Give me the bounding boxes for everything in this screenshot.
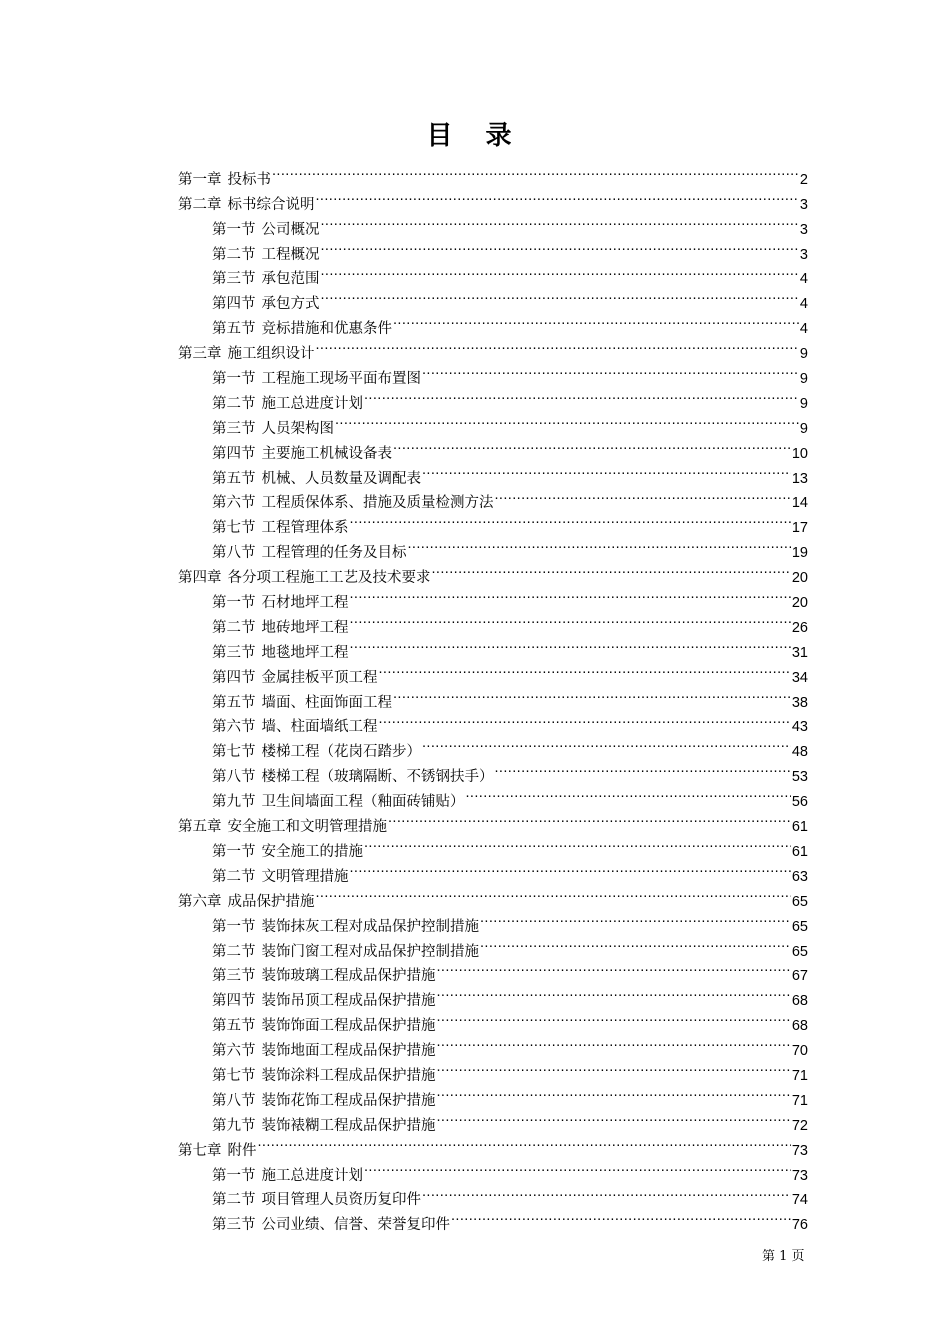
toc-entry-number: 第二章 xyxy=(178,196,222,213)
toc-entry-number: 第五节 xyxy=(212,694,256,711)
dot-leader xyxy=(350,632,791,657)
dot-leader xyxy=(422,358,799,383)
toc-entry-number: 第九节 xyxy=(212,794,256,811)
toc-entry-page: 65 xyxy=(791,918,808,935)
toc-entry-page: 14 xyxy=(791,495,808,512)
toc-entry-page: 76 xyxy=(791,1217,808,1234)
toc-entry-label: 装饰涂料工程成品保护措施 xyxy=(261,1067,436,1084)
toc-entry-number: 第七节 xyxy=(212,744,256,761)
toc-entry-label: 投标书 xyxy=(227,171,271,188)
toc-entry-page: 4 xyxy=(799,271,808,288)
toc-entry-page: 43 xyxy=(791,719,808,736)
toc-entry-number: 第二节 xyxy=(212,943,256,960)
toc-entry-page: 13 xyxy=(791,470,808,487)
toc-entry-page: 17 xyxy=(791,520,808,537)
toc-entry-number: 第五节 xyxy=(212,1018,256,1035)
toc-entry-page: 67 xyxy=(791,968,808,985)
dot-leader xyxy=(466,781,791,806)
toc-entry-number: 第七章 xyxy=(178,1142,222,1159)
toc-entry-number: 第二节 xyxy=(212,395,256,412)
toc-chapter-entry[interactable] xyxy=(178,184,808,213)
toc-entry-label: 墙、柱面墙纸工程 xyxy=(261,719,378,736)
toc-entry-number: 第六节 xyxy=(212,1043,256,1060)
toc-chapter-entry[interactable] xyxy=(178,159,808,188)
page-title: 目 录 xyxy=(426,121,524,151)
toc-entry-label: 成品保护措施 xyxy=(227,893,315,910)
toc-entry-label: 项目管理人员资历复印件 xyxy=(261,1192,421,1209)
toc-entry-number: 第一节 xyxy=(212,595,256,612)
toc-entry-number: 第六节 xyxy=(212,495,256,512)
toc-entry-label: 装饰玻璃工程成品保护措施 xyxy=(261,968,436,985)
toc-entry-page: 73 xyxy=(791,1142,808,1159)
toc-entry-label: 装饰裱糊工程成品保护措施 xyxy=(261,1117,436,1134)
toc-entry-number: 第三节 xyxy=(212,420,256,437)
toc-entry-label: 工程施工现场平面布置图 xyxy=(261,371,421,388)
toc-entry-number: 第九节 xyxy=(212,1117,256,1134)
dot-leader xyxy=(316,881,791,906)
toc-entry-page: 70 xyxy=(791,1043,808,1060)
toc-entry-number: 第四节 xyxy=(212,296,256,313)
toc-entry-page: 65 xyxy=(791,893,808,910)
dot-leader xyxy=(422,1180,791,1205)
toc-entry-page: 9 xyxy=(799,346,808,363)
toc-entry-page: 61 xyxy=(791,819,808,836)
toc-entry-page: 68 xyxy=(791,1018,808,1035)
toc-entry-number: 第八节 xyxy=(212,545,256,562)
dot-leader xyxy=(437,1005,791,1030)
dot-leader xyxy=(335,408,799,433)
dot-leader xyxy=(321,209,799,234)
dot-leader xyxy=(258,1130,791,1155)
toc-entry-number: 第一节 xyxy=(212,221,256,238)
dot-leader xyxy=(350,507,791,532)
toc-entry-page: 71 xyxy=(791,1092,808,1109)
toc-entry-label: 各分项工程施工工艺及技术要求 xyxy=(227,570,431,587)
dot-leader xyxy=(393,308,799,333)
toc-entry-number: 第六章 xyxy=(178,893,222,910)
toc-entry-number: 第三节 xyxy=(212,1217,256,1234)
toc-entry-page: 4 xyxy=(799,296,808,313)
dot-leader xyxy=(480,931,791,956)
toc-entry-label: 工程管理的任务及目标 xyxy=(261,545,407,562)
page-number-footer: 第 1 页 xyxy=(762,1249,805,1264)
dot-leader xyxy=(422,731,791,756)
dot-leader xyxy=(379,657,791,682)
toc-entry-page: 74 xyxy=(791,1192,808,1209)
toc-entry-label: 安全施工和文明管理措施 xyxy=(227,819,387,836)
toc-entry-label: 楼梯工程（花岗石踏步） xyxy=(261,744,421,761)
dot-leader xyxy=(350,856,791,881)
toc-entry-label: 地砖地坪工程 xyxy=(261,619,349,636)
toc-entry-number: 第三节 xyxy=(212,271,256,288)
dot-leader xyxy=(364,831,791,856)
dot-leader xyxy=(316,333,799,358)
toc-entry-label: 附件 xyxy=(227,1142,257,1159)
dot-leader xyxy=(321,283,799,308)
toc-entry-label: 装饰地面工程成品保护措施 xyxy=(261,1043,436,1060)
toc-entry-page: 4 xyxy=(799,321,808,338)
toc-entry-page: 68 xyxy=(791,993,808,1010)
dot-leader xyxy=(432,557,791,582)
toc-entry-label: 竞标措施和优惠条件 xyxy=(261,321,392,338)
toc-entry-page: 10 xyxy=(791,445,808,462)
toc-entry-label: 石材地坪工程 xyxy=(261,595,349,612)
dot-leader xyxy=(437,956,791,981)
dot-leader xyxy=(393,433,791,458)
dot-leader xyxy=(437,980,791,1005)
toc-entry-page: 3 xyxy=(799,221,808,238)
toc-entry-page: 38 xyxy=(791,694,808,711)
toc-entry-page: 3 xyxy=(799,246,808,263)
toc-entry-page: 19 xyxy=(791,545,808,562)
toc-entry-page: 31 xyxy=(791,644,808,661)
dot-leader xyxy=(495,756,791,781)
toc-entry-number: 第八节 xyxy=(212,769,256,786)
toc-entry-label: 装饰饰面工程成品保护措施 xyxy=(261,1018,436,1035)
toc-entry-label: 金属挂板平顶工程 xyxy=(261,669,378,686)
toc-entry-label: 工程质保体系、措施及质量检测方法 xyxy=(261,495,494,512)
toc-entry-label: 装饰抹灰工程对成品保护控制措施 xyxy=(261,918,479,935)
toc-entry-label: 承包范围 xyxy=(261,271,320,288)
toc-entry-number: 第四节 xyxy=(212,445,256,462)
dot-leader xyxy=(437,1030,791,1055)
toc-entry-label: 人员架构图 xyxy=(261,420,334,437)
toc-entry-number: 第一章 xyxy=(178,171,222,188)
dot-leader xyxy=(316,184,799,209)
toc-entry-page: 63 xyxy=(791,868,808,885)
toc-entry-page: 48 xyxy=(791,744,808,761)
toc-entry-page: 9 xyxy=(799,395,808,412)
toc-entry-label: 工程管理体系 xyxy=(261,520,349,537)
toc-entry-page: 26 xyxy=(791,619,808,636)
dot-leader xyxy=(388,806,791,831)
toc-entry-label: 装饰花饰工程成品保护措施 xyxy=(261,1092,436,1109)
toc-entry-page: 9 xyxy=(799,420,808,437)
toc-entry-label: 施工总进度计划 xyxy=(261,1167,363,1184)
toc-entry-label: 墙面、柱面饰面工程 xyxy=(261,694,392,711)
toc-entry-page: 53 xyxy=(791,769,808,786)
dot-leader xyxy=(451,1204,791,1229)
toc-entry-label: 地毯地坪工程 xyxy=(261,644,349,661)
toc-entry-number: 第三节 xyxy=(212,644,256,661)
dot-leader xyxy=(364,1155,791,1180)
dot-leader xyxy=(350,582,791,607)
toc-entry-page: 56 xyxy=(791,794,808,811)
dot-leader xyxy=(321,259,799,284)
dot-leader xyxy=(408,532,791,557)
toc-entry-number: 第六节 xyxy=(212,719,256,736)
dot-leader xyxy=(495,483,791,508)
toc-entry-number: 第二节 xyxy=(212,619,256,636)
toc-entry-number: 第一节 xyxy=(212,1167,256,1184)
toc-entry-label: 工程概况 xyxy=(261,246,320,263)
toc-entry-label: 施工组织设计 xyxy=(227,346,315,363)
toc-entry-label: 安全施工的措施 xyxy=(261,843,363,860)
toc-entry-page: 9 xyxy=(799,371,808,388)
toc-entry-page: 2 xyxy=(799,171,808,188)
toc-entry-label: 施工总进度计划 xyxy=(261,395,363,412)
toc-entry-number: 第二节 xyxy=(212,246,256,263)
toc-entry-number: 第八节 xyxy=(212,1092,256,1109)
toc-entry-page: 65 xyxy=(791,943,808,960)
dot-leader xyxy=(480,906,791,931)
toc-entry-label: 装饰吊顶工程成品保护措施 xyxy=(261,993,436,1010)
toc-entry-page: 72 xyxy=(791,1117,808,1134)
toc-entry-number: 第四章 xyxy=(178,570,222,587)
toc-entry-number: 第一节 xyxy=(212,843,256,860)
toc-entry-number: 第三节 xyxy=(212,968,256,985)
dot-leader xyxy=(437,1105,791,1130)
dot-leader xyxy=(422,458,791,483)
toc-section-entry[interactable] xyxy=(178,1155,808,1184)
dot-leader xyxy=(393,682,791,707)
toc-entry-number: 第四节 xyxy=(212,669,256,686)
toc-chapter-entry[interactable] xyxy=(178,1130,808,1159)
toc-entry-number: 第七节 xyxy=(212,1067,256,1084)
toc-entry-number: 第五节 xyxy=(212,321,256,338)
toc-entry-page: 3 xyxy=(799,196,808,213)
toc-entry-label: 楼梯工程（玻璃隔断、不锈钢扶手） xyxy=(261,769,494,786)
toc-entry-number: 第五节 xyxy=(212,470,256,487)
toc-entry-label: 机械、人员数量及调配表 xyxy=(261,470,421,487)
dot-leader xyxy=(437,1080,791,1105)
toc-entry-page: 20 xyxy=(791,570,808,587)
toc-entry-label: 公司概况 xyxy=(261,221,320,238)
toc-entry-label: 卫生间墙面工程（釉面砖铺贴） xyxy=(261,794,465,811)
toc-entry-number: 第二节 xyxy=(212,1192,256,1209)
toc-entry-page: 20 xyxy=(791,595,808,612)
dot-leader xyxy=(350,607,791,632)
toc-entry-label: 承包方式 xyxy=(261,296,320,313)
toc-entry-label: 公司业绩、信誉、荣誉复印件 xyxy=(261,1217,450,1234)
toc-entry-page: 71 xyxy=(791,1067,808,1084)
toc-entry-number: 第四节 xyxy=(212,993,256,1010)
toc-entry-page: 73 xyxy=(791,1167,808,1184)
toc-entry-label: 文明管理措施 xyxy=(261,868,349,885)
dot-leader xyxy=(272,159,799,184)
dot-leader xyxy=(321,234,799,259)
toc-entry-number: 第一节 xyxy=(212,371,256,388)
toc-entry-page: 61 xyxy=(791,843,808,860)
dot-leader xyxy=(379,707,791,732)
toc-entry-number: 第一节 xyxy=(212,918,256,935)
toc-entry-label: 标书综合说明 xyxy=(227,196,315,213)
dot-leader xyxy=(364,383,799,408)
toc-entry-number: 第二节 xyxy=(212,868,256,885)
toc-entry-number: 第三章 xyxy=(178,346,222,363)
table-of-contents xyxy=(178,159,808,1234)
toc-entry-page: 34 xyxy=(791,669,808,686)
dot-leader xyxy=(437,1055,791,1080)
toc-entry-number: 第七节 xyxy=(212,520,256,537)
toc-entry-number: 第五章 xyxy=(178,819,222,836)
toc-entry-label: 主要施工机械设备表 xyxy=(261,445,392,462)
toc-entry-label: 装饰门窗工程对成品保护控制措施 xyxy=(261,943,479,960)
